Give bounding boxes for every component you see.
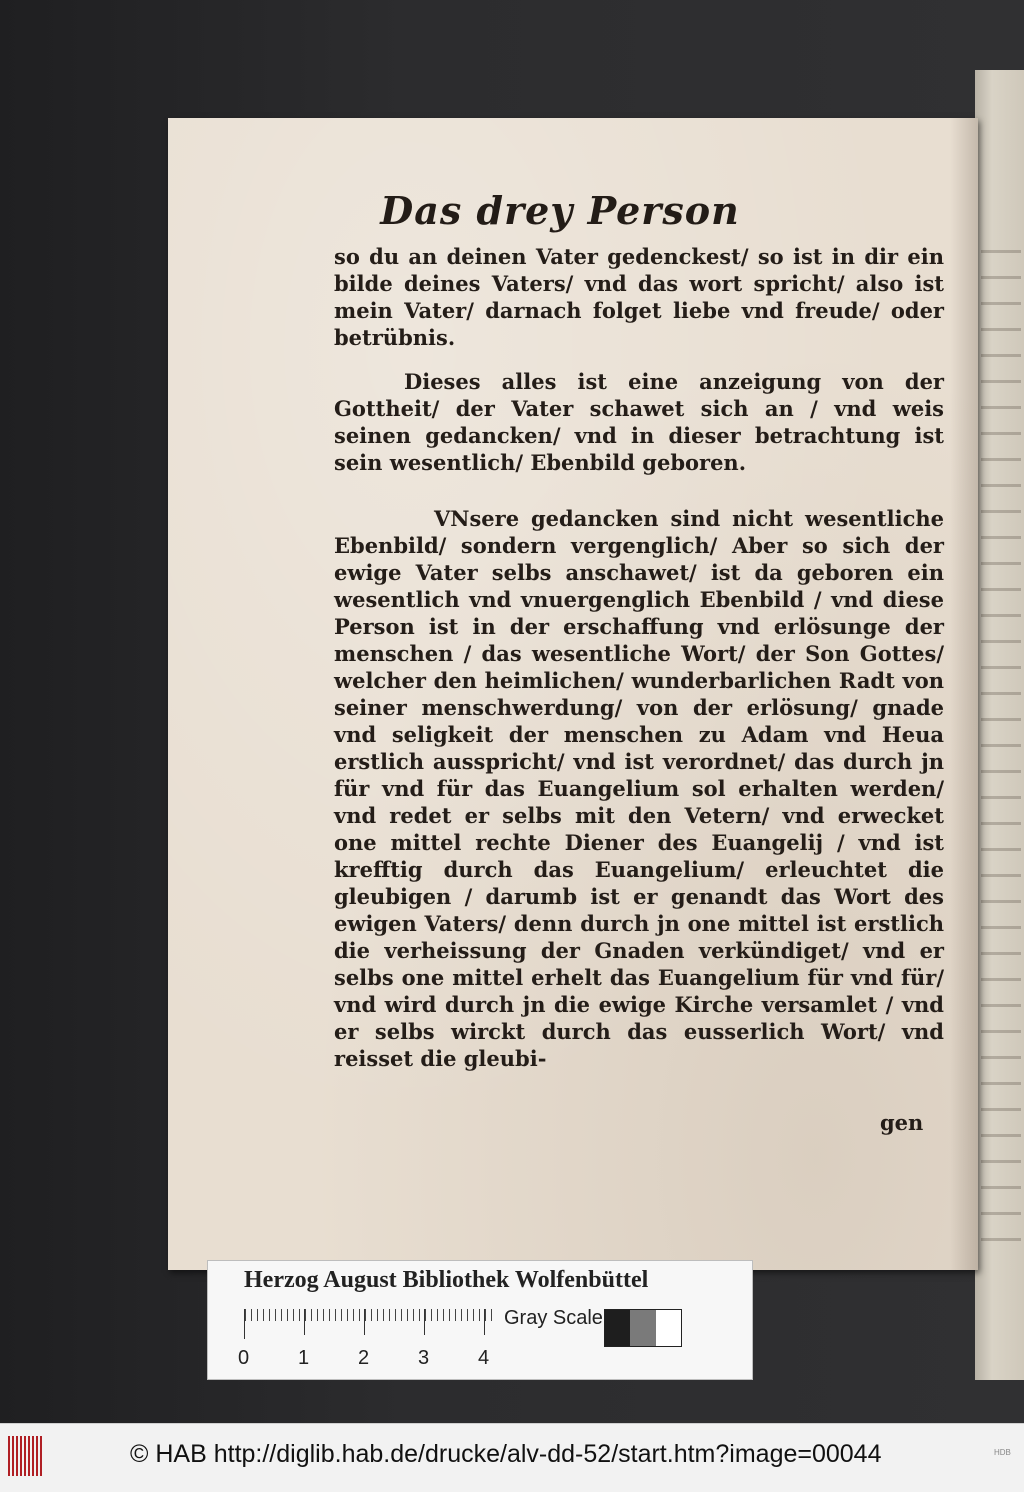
ruler-number: 2: [358, 1347, 370, 1369]
page-gutter-shadow: [950, 118, 978, 1270]
hab-logo-icon: [8, 1436, 44, 1476]
footer-mark: HDB: [994, 1448, 1011, 1457]
ruler-number: 3: [418, 1347, 430, 1369]
footer-bar: [0, 1423, 1024, 1492]
paragraph-1: so du an deinen Vater gedenckest/ so ist in dir ein bilde deines Vaters/ vnd das wort spricht/ also ist mein Vater/ darnach folget liebe vnd freude/ oder betrübnis.: [334, 244, 944, 350]
paragraph-2: Dieses alles ist eine anzeigung von der Gottheit/ der Vater schawet sich an / vnd weis seinen gedancken/ vnd in dieser betrachtung ist sein wesentlich/ Ebenbild geboren.: [334, 369, 944, 475]
swatch-light: [656, 1310, 681, 1346]
gray-scale-label: Gray Scale: [504, 1307, 603, 1329]
ruler-major-ticks: [244, 1309, 494, 1335]
catchword: gen: [880, 1110, 924, 1135]
ruler-number: 1: [298, 1347, 310, 1369]
ruler-number: 4: [478, 1347, 490, 1369]
footer-copyright-url[interactable]: © HAB http://diglib.hab.de/drucke/alv-dd-52/start.htm?image=00044: [130, 1440, 882, 1468]
facing-page-text-shadow: [981, 250, 1021, 1250]
color-reference-card: [207, 1260, 753, 1380]
swatch-mid: [630, 1310, 655, 1346]
facing-page-edge: [975, 70, 1024, 1380]
ruler-number: 0: [238, 1347, 250, 1369]
page-heading: Das drey Person: [380, 188, 740, 233]
swatch-dark: [605, 1310, 630, 1346]
gray-scale-swatches: [604, 1309, 682, 1347]
paragraph-3: VNsere gedancken sind nicht wesentliche Ebenbild/ sondern vergenglich/ Aber so sich der ewige Vater selbs anschawet/ ist da geboren ein wesentlich vnd vnuergenglich Ebenbild / vnd diese Person ist in der erschaffung vnd erlösunge der menschen / das wesentliche Wort/ der Son Gottes/ welcher den heimlichen/ wunderbarlichen Radt von seiner menschwerdung/ von der erlösung/ gnade vnd seligkeit der menschen zu Adam vnd Heua erstlich ausspricht/ vnd ist verordnet/ das durch jn für vnd für das Euangelium sol erhalten werden/ vnd redet er selbs mit den Vetern/ vnd erwecket one mittel rechte Diener des Euangelij / vnd ist krefftig durch das Euangelium/ erleuchtet die gleubigen / darumb ist er genandt das Wort des ewigen Vaters/ denn durch jn one mittel ist erstlich die verheissung der Gnaden verkündiget/ vnd er selbs one mittel erhelt das Euangelium für vnd für/ vnd wird durch jn die ewige Kirche versamlet / vnd er selbs wirckt durch das eusserlich Wort/ vnd reisset die gleubi-: [334, 506, 944, 1071]
library-name: Herzog August Bibliothek Wolfenbüttel: [244, 1267, 649, 1293]
